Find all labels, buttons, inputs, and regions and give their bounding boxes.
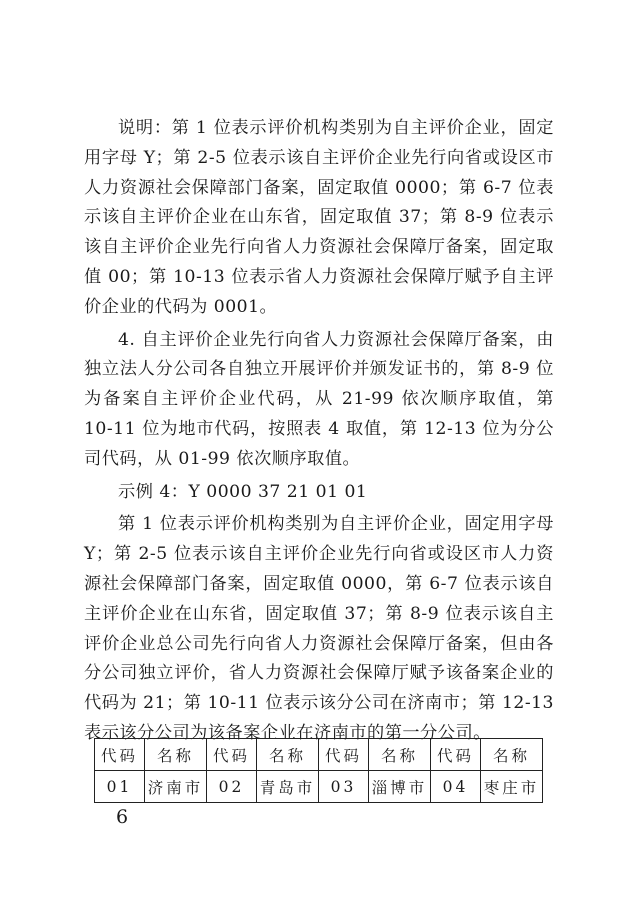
table-header-cell: 代码 [95, 739, 145, 771]
table-cell: 01 [95, 771, 145, 803]
table-header-cell: 名称 [369, 739, 431, 771]
table-header-cell: 名称 [481, 739, 543, 771]
table-header-cell: 代码 [319, 739, 369, 771]
table-header-cell: 名称 [257, 739, 319, 771]
paragraph-example-explanation: 第 1 位表示评价机构类别为自主评价企业，固定用字母 Y；第 2-5 位表示该自主评价企业先行向省或设区市人力资源社会保障部门备案，固定取值 0000，第 6-7 位表示该自主评价企业在山东省，固定取值 37；第 8-9 位表示该自主评价企业总公司先行向省人力资源社会保障厅备案，但由各分公司独立评价，省人力资源社会保障厅赋予该备案企业的代码为 21；第 10-11 位表示该分公司在济南市；第 12-13 表示该分公司为该备案企业在济南市的第一分公司。 [84, 514, 554, 743]
city-code-table [94, 738, 543, 803]
paragraph-explanation: 说明：第 1 位表示评价机构类别为自主评价企业，固定用字母 Y；第 2-5 位表示该自主评价企业先行向省或设区市人力资源社会保障部门备案，固定取值 0000；第 6-7 位表示该自主评价企业在山东省，固定取值 37；第 8-9 位表示该自主评价企业先行向省人力资源社会保障厅备案，固定取值 00；第 10-13 位表示省人力资源社会保障厅赋予自主评价企业的代码为 0001。 [84, 118, 554, 317]
page-number: 6 [116, 806, 129, 828]
table-cell: 03 [319, 771, 369, 803]
table-cell: 济南市 [145, 771, 207, 803]
table-header-cell: 代码 [207, 739, 257, 771]
body-text [84, 114, 554, 749]
table-cell: 02 [207, 771, 257, 803]
table-cell: 04 [431, 771, 481, 803]
table-row [95, 771, 543, 803]
table-header-cell: 名称 [145, 739, 207, 771]
paragraph-example-4: 示例 4：Y 0000 37 21 01 01 [118, 481, 368, 502]
table-header-cell: 代码 [431, 739, 481, 771]
table-header-row [95, 739, 543, 771]
table-cell: 青岛市 [257, 771, 319, 803]
table-cell: 淄博市 [369, 771, 431, 803]
table-cell: 枣庄市 [481, 771, 543, 803]
paragraph-item-4: 4. 自主评价企业先行向省人力资源社会保障厅备案，由独立法人分公司各自独立开展评价并颁发证书的，第 8-9 位为备案自主评价企业代码，从 21-99 依次顺序取值，第 10-11 位为地市代码，按照表 4 取值，第 12-13 位为分公司代码，从 01-99 依次顺序取值。 [84, 329, 554, 469]
